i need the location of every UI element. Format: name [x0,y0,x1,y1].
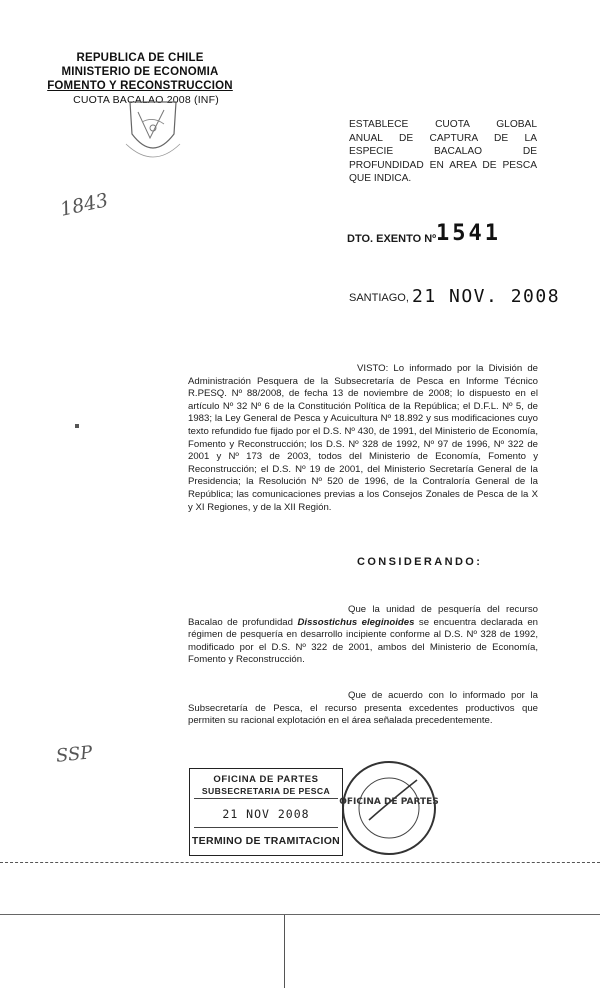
decree-subject [349,118,537,186]
bottom-rule [0,862,600,863]
stamp-divider [194,827,338,828]
stamp-date: 21 NOV 2008 [222,807,310,821]
stamp-subsecretaria: SUBSECRETARIA DE PESCA [201,786,331,796]
margin-mark [75,424,79,428]
considerando-p2: Que de acuerdo con lo informado por la Subsecretaría de Pesca, el recurso presenta excedentes productivos que permiten su racional explotación en el área señalada precedentemente. [188,690,538,727]
considerando-paragraph-2 [188,690,538,728]
letterhead-reference: CUOTA BACALAO 2008 (INF) [73,94,219,106]
decree-number: 1541 [436,221,501,246]
subject-line: PROFUNDIDAD EN AREA DE PESCA [349,159,537,171]
round-stamp-text: OFICINA DE PARTES [339,797,439,807]
date-city: SANTIAGO, [349,292,409,304]
handwritten-number: 1843 [58,189,111,221]
bottom-vertical-rule [284,914,285,988]
stamp-status: TERMINO DE TRAMITACION [191,835,341,847]
date-stamped: 21 NOV. 2008 [412,286,561,307]
considerando-heading: CONSIDERANDO: [357,556,483,568]
species-name: Dissostichus eleginoides [297,616,415,628]
subject-line: ESPECIE BACALAO DE [349,146,537,157]
handwritten-initials: SSP [55,742,94,767]
subject-line: ESTABLECE CUOTA GLOBAL [349,119,537,130]
office-stamp [189,768,343,856]
considerando-p1-rest: se encuentra declarada en régimen de pesquería en desarrollo incipiente conforme al D.S. Nº 328 de 1992, modificado por el D.S. Nº 322 de 2001, ambos del Ministerio de Economía, Fomento y Reconstrucción. [188,616,538,666]
stamp-divider [194,798,338,799]
decree-label: DTO. EXENTO Nº [347,233,437,245]
visto-paragraph [188,363,538,514]
subject-line: QUE INDICA. [349,173,412,184]
considerando-p1-lead: Que la unidad de pesquería del recurso Bacalao de profundidad [188,604,538,628]
bottom-rule-2 [0,914,600,915]
considerando-paragraph-1 [188,604,538,667]
visto-text: Lo informado por la División de Administración Pesquera de la Subsecretaría de Pesca en Informe Técnico R.PESQ. Nº 88/2008, de fecha 13 de noviembre de 2008; lo dispuesto en el artículo Nº 32 Nº 6 de la Constitución Política de la República; el D.F.L. Nº 5, de 1983; la Ley General de Pesca y Acuicultura Nº 18.892 y sus modificaciones cuyo texto refundido fue fijado por el D.S. Nº 430, de 1991, del Ministerio de Economía, Fomento y Reconstrucción; los D.S. Nº 328 de 1992, Nº 97 de 1996, Nº 322 de 2001 y Nº 173 de 2003, todos del Ministerio de Economía, Fomento y Reconstrucción; el D.S. Nº 19 de 2001, del Ministerio Secretaría General de la Presidencia; la Resolución Nº 520 de 1996, de la Contraloría General de la República; las comunicaciones previas a los Consejos Zonales de Pesca de la X y XI Regiones, y de la XII Región. [188,363,538,513]
letterhead-country: REPUBLICA DE CHILE [76,52,204,64]
stamp-office: OFICINA DE PARTES [213,774,319,785]
visto-heading: VISTO: [357,363,389,374]
letterhead-ministry: MINISTERIO DE ECONOMIA [61,66,219,78]
letterhead-division: FOMENTO Y RECONSTRUCCION [47,80,233,92]
coat-of-arms-icon [118,92,188,172]
round-stamp-icon [339,758,439,858]
subject-line: ANUAL DE CAPTURA DE LA [349,132,537,144]
